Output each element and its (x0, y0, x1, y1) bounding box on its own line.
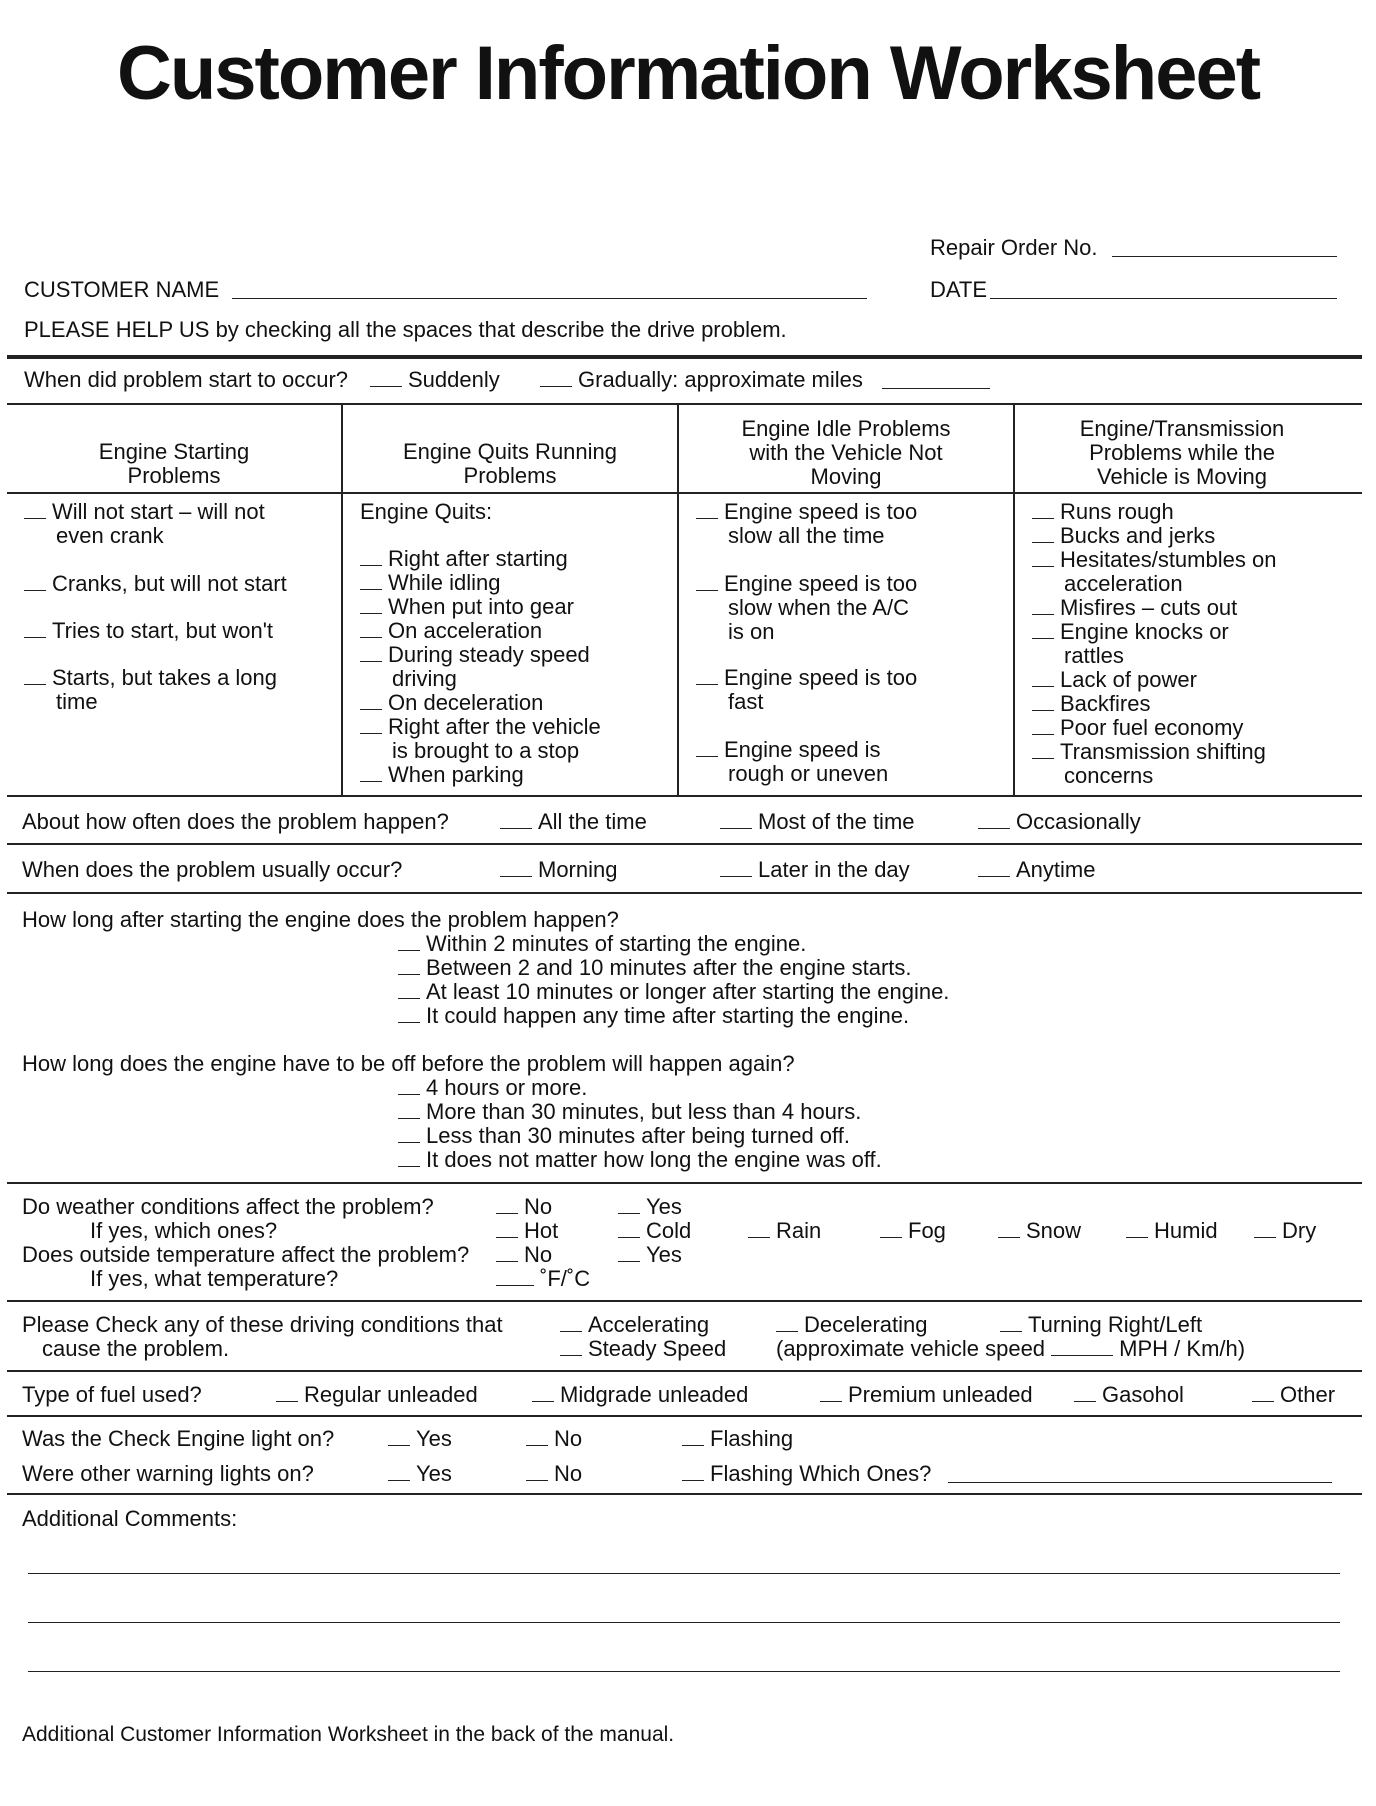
driving-question-cont: cause the problem. (42, 1336, 230, 1361)
column-heading-quits: Engine Quits Running Problems (402, 439, 618, 489)
divider (7, 492, 1362, 494)
divider (7, 843, 1362, 845)
option-on-acceleration[interactable]: On acceleration (360, 619, 542, 643)
weather-no[interactable]: No (496, 1195, 552, 1219)
option-will-not-start-cont: even crank (56, 523, 164, 548)
frequency-occasionally[interactable]: Occasionally (978, 810, 1141, 834)
check-engine-yes[interactable]: Yes (388, 1427, 452, 1451)
fuel-premium[interactable]: Premium unleaded (820, 1383, 1033, 1407)
temperature-sub-question: If yes, what temperature? (90, 1266, 339, 1291)
condition-hot[interactable]: Hot (496, 1219, 558, 1243)
driving-steady-speed[interactable]: Steady Speed (560, 1337, 726, 1361)
engine-quits-intro: Engine Quits: (360, 499, 493, 524)
driving-turning[interactable]: Turning Right/Left (1000, 1313, 1202, 1337)
comments-line-3[interactable] (28, 1671, 1340, 1672)
option-transmission[interactable]: Transmission shifting (1032, 740, 1266, 764)
option-runs-rough[interactable]: Runs rough (1032, 500, 1174, 524)
option-steady-speed-cont: driving (392, 666, 457, 691)
check-engine-flashing[interactable]: Flashing (682, 1427, 793, 1451)
condition-humid[interactable]: Humid (1126, 1219, 1218, 1243)
fuel-midgrade[interactable]: Midgrade unleaded (532, 1383, 748, 1407)
fuel-other[interactable]: Other (1252, 1383, 1335, 1407)
divider (7, 355, 1362, 359)
footer-note: Additional Customer Information Worksheet in the back of the manual. (22, 1723, 675, 1746)
warning-lights-flashing[interactable]: Flashing Which Ones? (682, 1462, 931, 1486)
weather-question: Do weather conditions affect the problem? (22, 1194, 434, 1219)
after-start-opt-3[interactable]: At least 10 minutes or longer after starting the engine. (398, 980, 949, 1004)
timing-anytime[interactable]: Anytime (978, 858, 1095, 882)
driving-question: Please Check any of these driving conditions that (22, 1312, 503, 1337)
after-start-question: How long after starting the engine does the problem happen? (22, 907, 619, 932)
warning-lights-no[interactable]: No (526, 1462, 582, 1486)
after-start-opt-2[interactable]: Between 2 and 10 minutes after the engine starts. (398, 956, 912, 980)
column-heading-starting: Engine Starting Problems (98, 439, 250, 489)
divider (7, 403, 1362, 405)
page-title: Customer Information Worksheet (116, 31, 1260, 116)
frequency-most-time[interactable]: Most of the time (720, 810, 915, 834)
check-engine-no[interactable]: No (526, 1427, 582, 1451)
option-tries-to-start[interactable]: Tries to start, but won't (24, 619, 273, 643)
temperature-yes[interactable]: Yes (618, 1243, 682, 1267)
condition-cold[interactable]: Cold (618, 1219, 691, 1243)
frequency-question: About how often does the problem happen? (22, 809, 449, 834)
column-heading-moving: Engine/Transmission Problems while the Vehicle is Moving (1079, 416, 1285, 490)
customer-name-label: CUSTOMER NAME (24, 277, 220, 302)
start-question: When did problem start to occur? (24, 367, 349, 392)
start-option-gradually[interactable]: Gradually: approximate miles (540, 368, 863, 392)
comments-label: Additional Comments: (22, 1506, 238, 1531)
driving-speed-note: (approximate vehicle speed MPH / Km/h) (776, 1336, 1246, 1361)
condition-dry[interactable]: Dry (1254, 1219, 1316, 1243)
fuel-question: Type of fuel used? (22, 1382, 202, 1407)
option-too-fast[interactable]: Engine speed is too (696, 666, 917, 690)
after-start-opt-1[interactable]: Within 2 minutes of starting the engine. (398, 932, 806, 956)
which-lights-field[interactable] (948, 1482, 1332, 1483)
off-time-opt-4[interactable]: It does not matter how long the engine was off. (398, 1148, 882, 1172)
date-label: DATE (930, 277, 988, 302)
timing-question: When does the problem usually occur? (22, 857, 403, 882)
option-after-stop[interactable]: Right after the vehicle (360, 715, 601, 739)
divider (7, 795, 1362, 797)
comments-line-1[interactable] (28, 1573, 1340, 1574)
miles-field[interactable] (882, 388, 990, 389)
fuel-gasohol[interactable]: Gasohol (1074, 1383, 1184, 1407)
option-hesitates-cont: acceleration (1064, 571, 1183, 596)
frequency-all-time[interactable]: All the time (500, 810, 647, 834)
option-backfires[interactable]: Backfires (1032, 692, 1150, 716)
option-poor-fuel-economy[interactable]: Poor fuel economy (1032, 716, 1243, 740)
option-rough-uneven[interactable]: Engine speed is (696, 738, 881, 762)
temperature-no[interactable]: No (496, 1243, 552, 1267)
warning-lights-question: Were other warning lights on? (22, 1461, 314, 1486)
option-cranks-no-start[interactable]: Cranks, but will not start (24, 572, 287, 596)
option-when-parking[interactable]: When parking (360, 763, 524, 787)
option-knocks-cont: rattles (1064, 643, 1124, 668)
weather-sub-question: If yes, which ones? (90, 1218, 278, 1243)
option-slow-all-time-cont: slow all the time (728, 523, 885, 548)
weather-yes[interactable]: Yes (618, 1195, 682, 1219)
option-slow-ac-cont2: is on (728, 619, 775, 644)
condition-fog[interactable]: Fog (880, 1219, 946, 1243)
off-time-question: How long does the engine have to be off before the problem will happen again? (22, 1051, 795, 1076)
divider (7, 892, 1362, 894)
divider (7, 1300, 1362, 1302)
off-time-opt-3[interactable]: Less than 30 minutes after being turned off. (398, 1124, 850, 1148)
divider (7, 1493, 1362, 1495)
option-right-after-starting[interactable]: Right after starting (360, 547, 568, 571)
fuel-regular[interactable]: Regular unleaded (276, 1383, 478, 1407)
comments-line-2[interactable] (28, 1622, 1340, 1623)
option-too-fast-cont: fast (728, 689, 764, 714)
option-starts-long-time-cont: time (56, 689, 98, 714)
driving-accelerating[interactable]: Accelerating (560, 1313, 709, 1337)
warning-lights-yes[interactable]: Yes (388, 1462, 452, 1486)
repair-order-label: Repair Order No. (930, 235, 1098, 260)
speed-field[interactable] (1051, 1339, 1113, 1356)
off-time-opt-2[interactable]: More than 30 minutes, but less than 4 hours. (398, 1100, 861, 1124)
option-steady-speed[interactable]: During steady speed (360, 643, 590, 667)
divider (7, 1415, 1362, 1417)
after-start-opt-4[interactable]: It could happen any time after starting the engine. (398, 1004, 909, 1028)
option-slow-ac-cont1: slow when the A/C (728, 595, 909, 620)
option-rough-uneven-cont: rough or uneven (728, 761, 889, 786)
start-option-suddenly[interactable]: Suddenly (370, 368, 500, 392)
driving-decelerating[interactable]: Decelerating (776, 1313, 928, 1337)
option-hesitates[interactable]: Hesitates/stumbles on (1032, 548, 1276, 572)
timing-later[interactable]: Later in the day (720, 858, 910, 882)
option-bucks-jerks[interactable]: Bucks and jerks (1032, 524, 1215, 548)
instruction-text: PLEASE HELP US by checking all the spaces that describe the drive problem. (24, 317, 787, 342)
off-time-opt-1[interactable]: 4 hours or more. (398, 1076, 587, 1100)
option-slow-ac[interactable]: Engine speed is too (696, 572, 917, 596)
option-lack-of-power[interactable]: Lack of power (1032, 668, 1197, 692)
condition-rain[interactable]: Rain (748, 1219, 821, 1243)
option-slow-all-time[interactable]: Engine speed is too (696, 500, 917, 524)
date-field[interactable] (990, 298, 1337, 299)
divider (7, 1370, 1362, 1372)
option-starts-long-time[interactable]: Starts, but takes a long (24, 666, 277, 690)
option-will-not-start[interactable]: Will not start – will not (24, 500, 265, 524)
option-misfires[interactable]: Misfires – cuts out (1032, 596, 1237, 620)
option-while-idling[interactable]: While idling (360, 571, 501, 595)
temperature-value-field[interactable]: ˚F/˚C (496, 1267, 590, 1291)
divider (7, 1182, 1362, 1184)
option-into-gear[interactable]: When put into gear (360, 595, 574, 619)
check-engine-question: Was the Check Engine light on? (22, 1426, 335, 1451)
option-transmission-cont: concerns (1064, 763, 1154, 788)
repair-order-field[interactable] (1112, 256, 1337, 257)
column-heading-idle: Engine Idle Problems with the Vehicle Not Moving (741, 416, 951, 490)
condition-snow[interactable]: Snow (998, 1219, 1081, 1243)
option-after-stop-cont: is brought to a stop (392, 738, 580, 763)
timing-morning[interactable]: Morning (500, 858, 617, 882)
customer-name-field[interactable] (232, 298, 867, 299)
option-on-deceleration[interactable]: On deceleration (360, 691, 543, 715)
option-knocks[interactable]: Engine knocks or (1032, 620, 1229, 644)
temperature-question: Does outside temperature affect the problem? (22, 1242, 470, 1267)
